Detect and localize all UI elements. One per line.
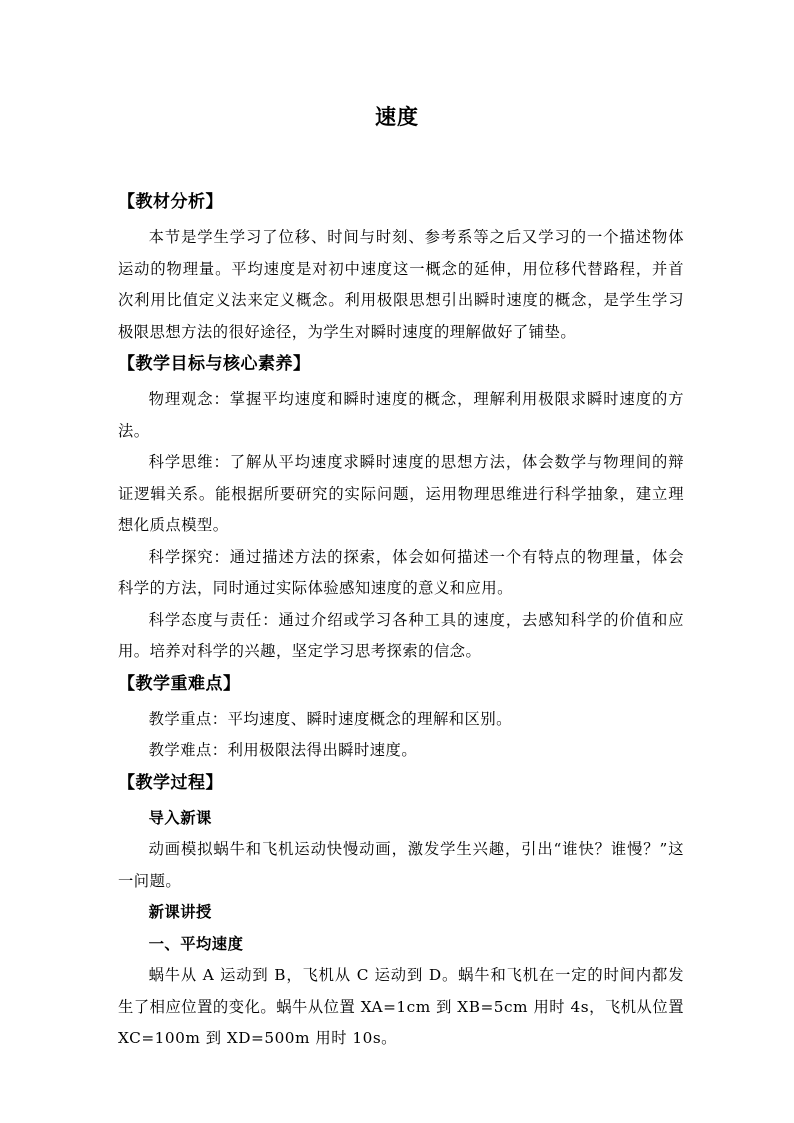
section-heading-teaching-process: 【教学过程】 [118, 772, 223, 793]
page-title: 速度 [375, 104, 419, 129]
paragraph-introduction: 动画模拟蜗牛和飞机运动快慢动画，激发学生兴趣，引出“谁快？谁慢？”这一问题。 [118, 840, 684, 890]
paragraph-textbook-analysis: 本节是学生学习了位移、时间与时刻、参考系等之后又学习的一个描述物体运动的物理量。平均速度是对初中速度这一概念的延伸，用位移代替路程，并首次利用比值定义法来定义概念。利用极限思想引出瞬时速度的概念，是学生学习极限思想方法的很好途径，为学生对瞬时速度的理解做好了铺垫。 [118, 228, 684, 341]
paragraph-difficulty: 教学难点：利用极限法得出瞬时速度。 [148, 741, 418, 759]
document-body [118, 186, 684, 1055]
section-heading-textbook-analysis: 【教材分析】 [118, 192, 223, 212]
subheading-new-lesson: 新课讲授 [148, 903, 212, 921]
paragraph-snail-airplane: 蜗牛从 A 运动到 B，飞机从 C 运动到 D。蜗牛和飞机在一定的时间内都发生了相应位置的变化。蜗牛从位置 XA=1cm 到 XB=5cm 用时 4s，飞机从位置 XC=100m 到 XD=500m 用时 10s。 [118, 966, 684, 1047]
paragraph-scientific-thinking: 科学思维：了解从平均速度求瞬时速度的思想方法，体会数学与物理间的辩证逻辑关系。能根据所要研究的实际问题，运用物理思维进行科学抽象，建立理想化质点模型。 [118, 453, 684, 534]
section-heading-key-points: 【教学重难点】 [118, 673, 241, 694]
subheading-introduction: 导入新课 [148, 808, 212, 827]
subheading-average-velocity: 一、平均速度 [148, 934, 244, 953]
paragraph-scientific-inquiry: 科学探究：通过描述方法的探索，体会如何描述一个有特点的物理量，体会科学的方法，同时通过实际体验感知速度的意义和应用。 [118, 547, 684, 597]
paragraph-physics-concept: 物理观念：掌握平均速度和瞬时速度的概念，理解利用极限求瞬时速度的方法。 [118, 390, 684, 440]
paragraph-key-point: 教学重点：平均速度、瞬时速度概念的理解和区别。 [148, 709, 512, 728]
paragraph-scientific-attitude: 科学态度与责任：通过介绍或学习各种工具的速度，去感知科学的价值和应用。培养对科学的兴趣，坚定学习思考探索的信念。 [118, 610, 684, 660]
section-heading-objectives: 【教学目标与核心素养】 [118, 354, 311, 374]
